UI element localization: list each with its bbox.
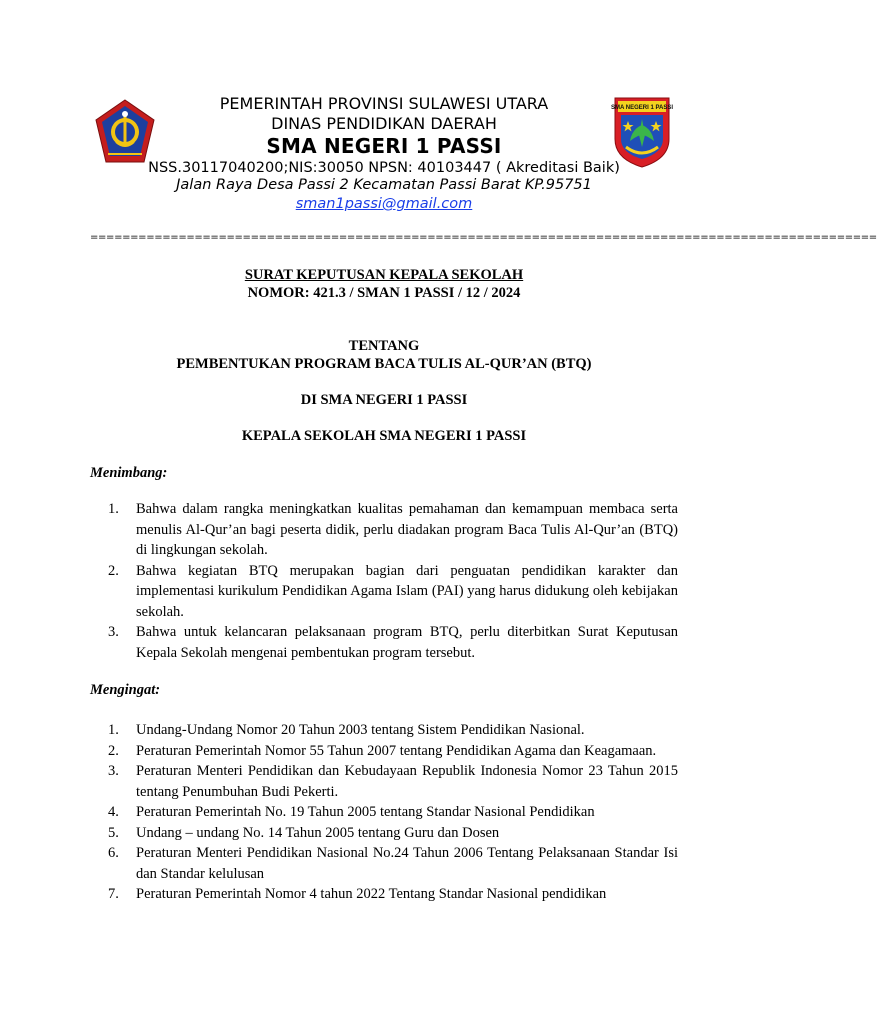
department-name: DINAS PENDIDIKAN DAERAH [271, 114, 497, 133]
mengingat-heading: Mengingat: [90, 682, 161, 698]
government-name: PEMERINTAH PROVINSI SULAWESI UTARA [219, 94, 549, 113]
school-identifiers: NSS.30117040200;NIS:30050 NPSN: 40103447 ( Akreditasi Baik) [148, 160, 620, 176]
subject-label: TENTANG [348, 338, 420, 354]
subject-location: DI SMA NEGERI 1 PASSI [300, 392, 468, 408]
issuer-title: KEPALA SEKOLAH SMA NEGERI 1 PASSI [241, 428, 527, 444]
list-item: 1. Bahwa dalam rangka meningkatkan kualitas pemahaman dan kemampuan membaca serta menulis Al-Qur’an bagi peserta didik, perlu diadakan program Baca Tulis Al-Qur’an (BTQ) di lingkungan sekolah. [108, 501, 678, 558]
document-title: SURAT KEPUTUSAN KEPALA SEKOLAH [244, 267, 524, 283]
menimbang-list [108, 499, 678, 663]
school-email-link[interactable]: sman1passi@gmail.com [295, 196, 473, 212]
subject-program: PEMBENTUKAN PROGRAM BACA TULIS AL-QUR’AN (BTQ) [176, 356, 592, 372]
list-item: 2. Peraturan Pemerintah Nomor 55 Tahun 2007 tentang Pendidikan Agama dan Keagamaan. [108, 742, 657, 759]
mengingat-list [108, 720, 678, 905]
document-number: NOMOR: 421.3 / SMAN 1 PASSI / 12 / 2024 [247, 285, 521, 301]
school-name: SMA NEGERI 1 PASSI [266, 134, 502, 158]
letterhead-divider: ================================================================================================== [90, 232, 877, 243]
list-item: 2. Bahwa kegiatan BTQ merupakan bagian dari penguatan pendidikan karakter dan implementasi kurikulum Pendidikan Agama Islam (PAI) yang harus didukung oleh kebijakan sekolah. [108, 562, 678, 620]
list-item: 3. Bahwa untuk kelancaran pelaksanaan program BTQ, perlu diterbitkan Surat Keputusan Kepala Sekolah mengenai pembentukan program tersebut. [108, 624, 678, 661]
list-item: 3. Peraturan Menteri Pendidikan dan Kebudayaan Republik Indonesia Nomor 23 Tahun 2015 tentang Penumbuhan Budi Pekerti. [108, 763, 678, 800]
list-item: 7. Peraturan Pemerintah Nomor 4 tahun 2022 Tentang Standar Nasional pendidikan [108, 886, 607, 902]
list-item: 5. Undang – undang No. 14 Tahun 2005 tentang Guru dan Dosen [108, 824, 500, 841]
list-item: 6. Peraturan Menteri Pendidikan Nasional No.24 Tahun 2006 Tentang Pelaksanaan Standar Isi dan Standar kelulusan [108, 845, 678, 882]
menimbang-heading: Menimbang: [90, 465, 168, 481]
list-item: 1. Undang-Undang Nomor 20 Tahun 2003 tentang Sistem Pendidikan Nasional. [108, 722, 585, 738]
school-address: Jalan Raya Desa Passi 2 Kecamatan Passi Barat KP.95751 [176, 177, 592, 193]
list-item: 4. Peraturan Pemerintah No. 19 Tahun 2005 tentang Standar Nasional Pendidikan [108, 804, 595, 820]
school-shield-label: SMA NEGERI 1 PASSI [610, 105, 674, 111]
